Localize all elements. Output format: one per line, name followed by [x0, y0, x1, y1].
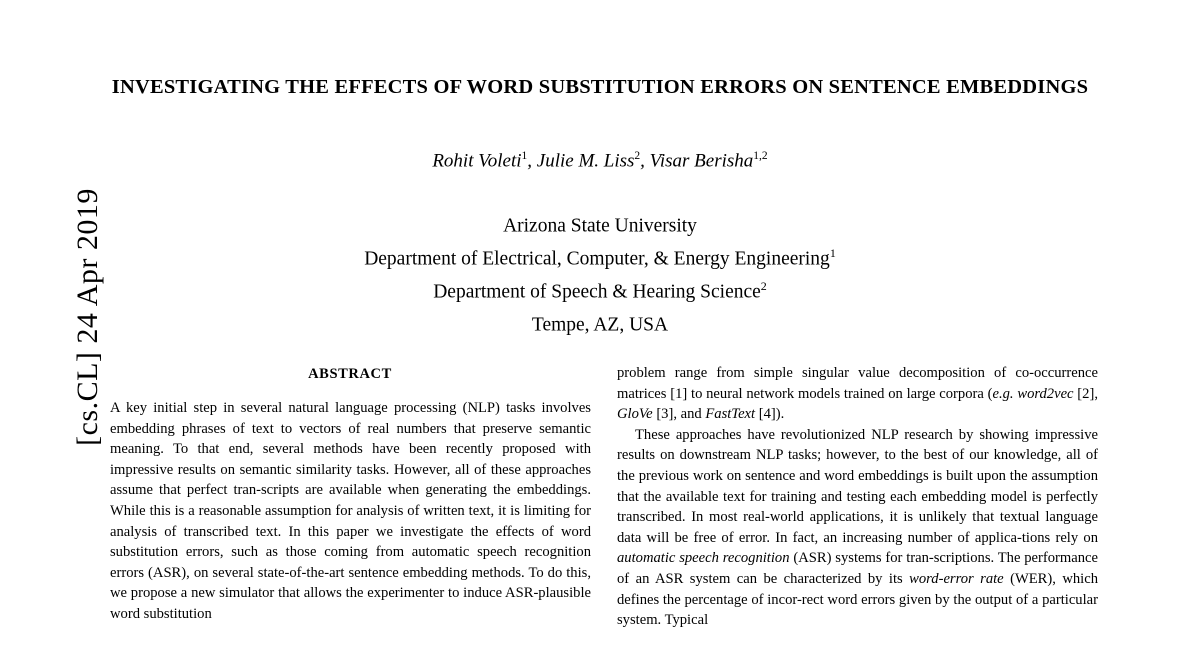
- page-title: INVESTIGATING THE EFFECTS OF WORD SUBSTITUTION ERRORS ON SENTENCE EMBEDDINGS: [111, 76, 1089, 98]
- author-name-3: Visar Berisha: [649, 150, 754, 172]
- affiliation-marker-2: 1: [829, 246, 836, 260]
- abstract-paragraph: A key initial step in several natural language processing (NLP) tasks involves embedding phrases of text to vectors of real numbers that preserve semantic meaning. To that end, several methods have been recently proposed with impressive results on semantic similarity tasks. However, all of these approaches assume that perfect tran-scripts are available when generating the embeddings. While this is a reasonable assumption for analysis of written text, it is limiting for analysis of transcribed text. In this paper we investigate the effects of word substitution errors, such as those coming from automatic speech recognition errors (ASR), on several state-of-the-art sentence embedding methods. To do this, we propose a new simulator that allows the experimenter to induce ASR-plausible word substitution: [110, 400, 591, 622]
- author-affil-marker-3: 1,2: [753, 150, 768, 162]
- author-list: [110, 150, 1090, 172]
- author-separator-1: ,: [527, 150, 537, 172]
- author-name-2: Julie M. Liss: [536, 150, 635, 172]
- affiliation-line-3: [110, 273, 1090, 306]
- abstract-heading: ABSTRACT: [308, 366, 392, 382]
- introduction-column: [617, 363, 1098, 648]
- intro-paragraph-2: These approaches have revolutionized NLP research by showing impressive results on downstream NLP tasks; however, to the best of our knowledge, all of the previous work on sentence and word embeddings is built upon the assumption that the available text for training and testing each embedding model is perfectly transcribed. In most real-world applications, it is unlikely that textual language data will be free of error. In fact, an increasing number of applica-tions rely on automatic speech recognition (ASR) systems for tran-scriptions. The performance of an ASR system can be characterized by its word-error rate (WER), which defines the percentage of incor-rect word errors given by the output of a particular system. Typical: [617, 426, 1098, 629]
- author-separator-2: ,: [640, 150, 650, 172]
- intro-paragraph-1: problem range from simple singular value decomposition of co-occurrence matrices [1] to neural network models trained on large corpora (e.g. word2vec [2], GloVe [3], and FastText [4]).: [617, 365, 1098, 423]
- affiliation-text-4: Tempe, AZ, USA: [531, 314, 669, 336]
- affiliation-line-2: [110, 240, 1090, 273]
- affiliation-line-4: [110, 306, 1090, 339]
- abstract-column: [110, 398, 591, 648]
- author-affil-marker-1: 1: [521, 150, 528, 162]
- affiliation-line-1: [110, 207, 1090, 240]
- arxiv-identifier-stamp: [cs.CL] 24 Apr 2019: [71, 188, 104, 446]
- affiliation-block: [110, 207, 1090, 339]
- author-affil-marker-2: 2: [634, 150, 641, 162]
- affiliation-text-1: Arizona State University: [503, 215, 697, 237]
- affiliation-text-3: Department of Speech & Hearing Science: [433, 281, 761, 303]
- author-name-1: Rohit Voleti: [432, 150, 522, 172]
- affiliation-text-2: Department of Electrical, Computer, & Energy Engineering: [364, 248, 830, 270]
- affiliation-marker-3: 2: [760, 279, 767, 293]
